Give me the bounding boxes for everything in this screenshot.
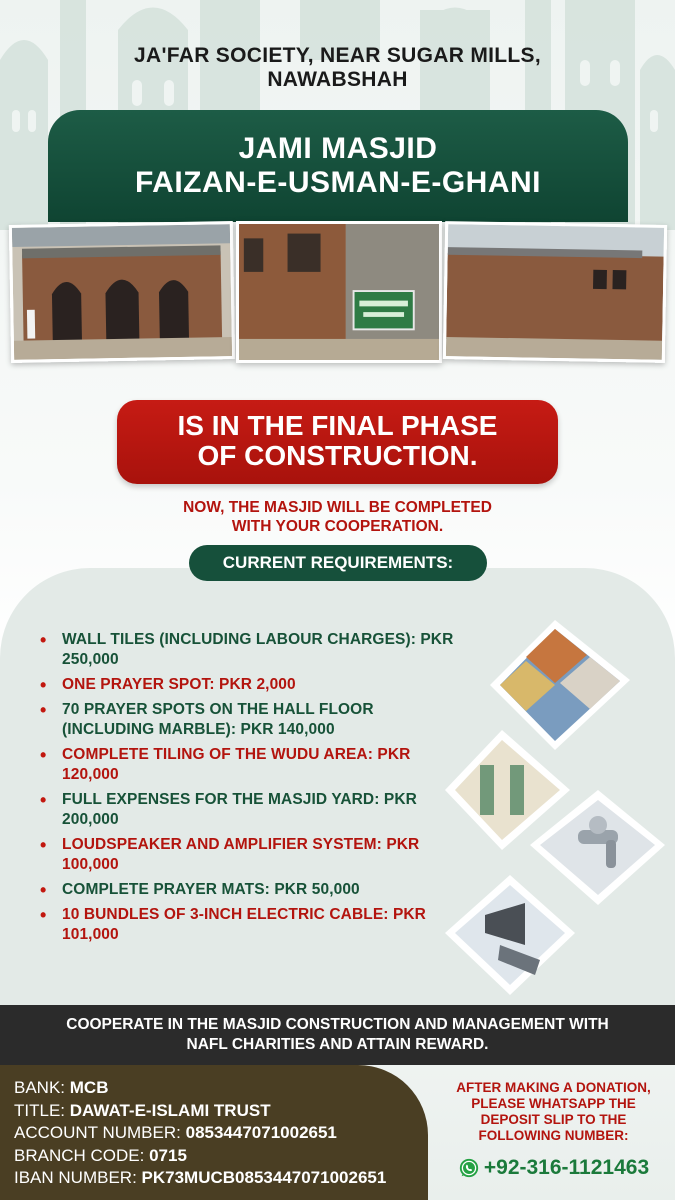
phase-line-2: OF CONSTRUCTION. (197, 440, 478, 471)
bank-label: BANK: (14, 1078, 66, 1097)
title-value: DAWAT-E-ISLAMI TRUST (69, 1100, 271, 1120)
construction-photo-side (443, 221, 667, 363)
cooperate-bar (0, 1005, 675, 1065)
requirement-item: • FULL EXPENSES FOR THE MASJID YARD: PKR 200,000 (40, 790, 460, 830)
requirement-item: • COMPLETE TILING OF THE WUDU AREA: PKR 120,000 (40, 745, 460, 785)
account-value: 0853447071002651 (185, 1123, 337, 1142)
requirement-item: • 10 BUNDLES OF 3-INCH ELECTRIC CABLE: PKR 101,000 (40, 905, 460, 945)
subline-1: NOW, THE MASJID WILL BE COMPLETED (183, 499, 492, 516)
account-row (14, 1122, 428, 1145)
construction-photo-front (9, 221, 235, 363)
cooperation-subline (0, 498, 675, 536)
title-line-1: JAMI MASJID (238, 132, 438, 165)
phase-line-1: IS IN THE FINAL PHASE (177, 410, 498, 441)
title-line-2: FAIZAN-E-USMAN-E-GHANI (135, 166, 541, 199)
note-line-2: PLEASE WHATSAPP THE (471, 1096, 636, 1111)
phone-number: +92-316-1121463 (483, 1156, 650, 1179)
branch-row (14, 1145, 428, 1168)
bank-details-panel (0, 1065, 428, 1200)
requirement-item: • ONE PRAYER SPOT: PKR 2,000 (40, 675, 460, 695)
construction-photo-signboard (236, 221, 442, 363)
branch-value: 0715 (149, 1145, 187, 1165)
tiles-image (490, 620, 630, 750)
location-text (0, 44, 675, 92)
requirement-item: • COMPLETE PRAYER MATS: PKR 50,000 (40, 880, 460, 900)
requirements-illustrations (430, 615, 675, 1000)
requirement-item: • 70 PRAYER SPOTS ON THE HALL FLOOR (INCLUDING MARBLE): PKR 140,000 (40, 700, 460, 740)
iban-label: IBAN NUMBER: (14, 1168, 137, 1187)
title-row (14, 1100, 428, 1123)
note-line-4: FOLLOWING NUMBER: (478, 1128, 629, 1143)
masjid-title-banner (48, 110, 628, 222)
whatsapp-number[interactable] (432, 1153, 675, 1183)
note-line-1: AFTER MAKING A DONATION, (456, 1080, 651, 1095)
title-label: TITLE: (14, 1100, 66, 1120)
requirements-heading: CURRENT REQUIREMENTS: (189, 545, 487, 581)
note-line-3: DEPOSIT SLIP TO THE (480, 1112, 627, 1127)
construction-photos (0, 215, 675, 375)
donation-instructions (432, 1080, 675, 1144)
requirements-list (40, 630, 460, 950)
whatsapp-icon (458, 1157, 480, 1179)
subline-2: WITH YOUR COOPERATION. (231, 518, 444, 535)
branch-label: BRANCH CODE: (14, 1145, 145, 1165)
cooperate-line-1: COOPERATE IN THE MASJID CONSTRUCTION AND MANAGEMENT WITH (66, 1016, 609, 1033)
final-phase-banner (117, 400, 558, 484)
account-label: ACCOUNT NUMBER: (14, 1123, 181, 1142)
iban-row (14, 1167, 428, 1190)
location-line: JA'FAR SOCIETY, NEAR SUGAR MILLS, NAWABSHAH (134, 44, 541, 91)
bank-row (14, 1077, 428, 1100)
iban-value: PK73MUCB0853447071002651 (141, 1168, 387, 1187)
loudspeaker-image (445, 875, 575, 995)
requirement-item: • LOUDSPEAKER AND AMPLIFIER SYSTEM: PKR 100,000 (40, 835, 460, 875)
bank-value: MCB (69, 1078, 109, 1097)
requirement-item: • WALL TILES (INCLUDING LABOUR CHARGES): PKR 250,000 (40, 630, 460, 670)
cooperate-line-2: NAFL CHARITIES AND ATTAIN REWARD. (186, 1036, 489, 1053)
